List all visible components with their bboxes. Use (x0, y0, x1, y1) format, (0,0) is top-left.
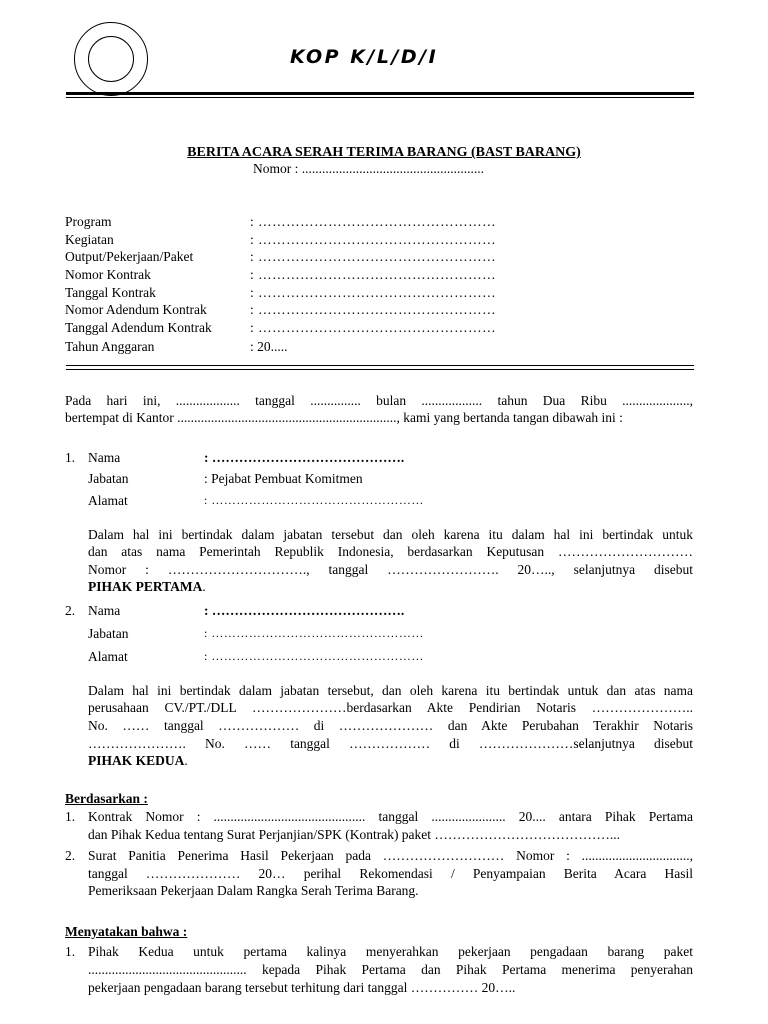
info-value: : …………………………………………… (250, 285, 497, 300)
info-label: Program (65, 214, 112, 229)
party-paragraph-line: Dalam hal ini bertindak dalam jabatan tersebut dan oleh karena itu dalam hal ini bertindak untuk (88, 527, 693, 542)
list-item-line: ............................................... kepada Pihak Pertama dan Pihak Pertama menerima penyerahan (88, 962, 693, 977)
info-value: : …………………………………………… (250, 302, 497, 317)
info-label: Nomor Adendum Kontrak (65, 302, 207, 317)
info-label: Tanggal Kontrak (65, 285, 156, 300)
party-paragraph-line: dan atas nama Pemerintah Republik Indonesia, berdasarkan Keputusan ………………………… (88, 544, 693, 559)
letterhead-title: KOP K/L/D/I (290, 46, 439, 68)
header-rule-thick (66, 92, 694, 95)
logo-emblem (74, 22, 148, 96)
party-designation-line: PIHAK PERTAMA. (88, 579, 206, 594)
party-designation: PIHAK PERTAMA (88, 579, 203, 594)
info-value: : …………………………………………… (250, 232, 497, 247)
info-rule-bottom (66, 369, 694, 370)
document-number: Nomor : ...................................................... (253, 161, 484, 176)
party-field-value: : …………………………………………… (204, 626, 424, 640)
party-field-value: : Pejabat Pembuat Komitmen (204, 471, 363, 486)
list-item-line: Pemeriksaan Pekerjaan Dalam Rangka Serah Terima Barang. (88, 883, 419, 898)
list-item-line: Kontrak Nomor : ............................................. tanggal ...................... 20.... antara Pihak Pertama (88, 809, 693, 824)
info-value: : …………………………………………… (250, 214, 497, 229)
party-field-label: Nama (88, 450, 121, 465)
info-label: Output/Pekerjaan/Paket (65, 249, 194, 264)
party-field-label: Alamat (88, 649, 128, 664)
party-number: 2. (65, 603, 76, 618)
list-number: 1. (65, 809, 76, 824)
logo-emblem-inner (88, 36, 134, 82)
section-heading-menyatakan: Menyatakan bahwa : (65, 924, 188, 939)
intro-line: Pada hari ini, ................... tanggal ............... bulan .................. tahun Dua Ribu ...................., (65, 393, 693, 408)
party-field-label: Jabatan (88, 471, 129, 486)
list-item-line: tanggal ………………… 20… perihal Rekomendasi / Penyampaian Berita Acara Hasil (88, 866, 693, 881)
party-paragraph-line: Dalam hal ini bertindak dalam jabatan tersebut, dan oleh karena itu bertindak untuk dan atas nama (88, 683, 693, 698)
party-field-label: Nama (88, 603, 121, 618)
party-paragraph-line: perusahaan CV./PT./DLL …………………berdasarkan Akte Pendirian Notaris ………………….. (88, 700, 693, 715)
party-field-value: : ……………………………………. (204, 450, 405, 465)
info-label: Nomor Kontrak (65, 267, 151, 282)
party-field-label: Jabatan (88, 626, 129, 641)
intro-line: bertempat di Kantor ................................................................., kami yang bertanda tangan dibawah ini : (65, 410, 623, 425)
info-label: Tanggal Adendum Kontrak (65, 320, 212, 335)
info-value: : 20..... (250, 339, 288, 354)
info-label: Kegiatan (65, 232, 114, 247)
party-designation: PIHAK KEDUA (88, 753, 185, 768)
party-field-label: Alamat (88, 493, 128, 508)
list-item-line: pekerjaan pengadaan barang tersebut terhitung dari tanggal …………… 20….. (88, 980, 516, 995)
list-number: 2. (65, 848, 76, 863)
list-item-line: Surat Panitia Penerima Hasil Pekerjaan pada ……………………… Nomor : ................................, (88, 848, 693, 863)
info-value: : …………………………………………… (250, 267, 497, 282)
party-paragraph-line: …………………. No. …… tanggal ……………… di …………………selanjutnya disebut (88, 736, 693, 751)
list-item-line: Pihak Kedua untuk pertama kalinya menyerahkan pekerjaan pengadaan barang paket (88, 944, 693, 959)
party-number: 1. (65, 450, 76, 465)
info-label: Tahun Anggaran (65, 339, 155, 354)
info-rule-top (66, 365, 694, 366)
info-value: : …………………………………………… (250, 249, 497, 264)
party-field-value: : …………………………………………… (204, 493, 424, 507)
party-field-value: : ……………………………………. (204, 603, 405, 618)
header-rule-thin (66, 97, 694, 98)
party-paragraph-line: No. …… tanggal ……………… di ………………… dan Akte Perubahan Terakhir Notaris (88, 718, 693, 733)
info-value: : …………………………………………… (250, 320, 497, 335)
list-item-line: dan Pihak Kedua tentang Surat Perjanjian/SPK (Kontrak) paket …………………………………... (88, 827, 621, 842)
party-designation-line: PIHAK KEDUA. (88, 753, 188, 768)
party-field-value: : …………………………………………… (204, 649, 424, 663)
document-title: BERITA ACARA SERAH TERIMA BARANG (BAST BARANG) (187, 145, 581, 160)
list-number: 1. (65, 944, 76, 959)
party-paragraph-line: Nomor : …………………………., tanggal ……………………. 20….., selanjutnya disebut (88, 562, 693, 577)
section-heading-berdasarkan: Berdasarkan : (65, 791, 148, 806)
